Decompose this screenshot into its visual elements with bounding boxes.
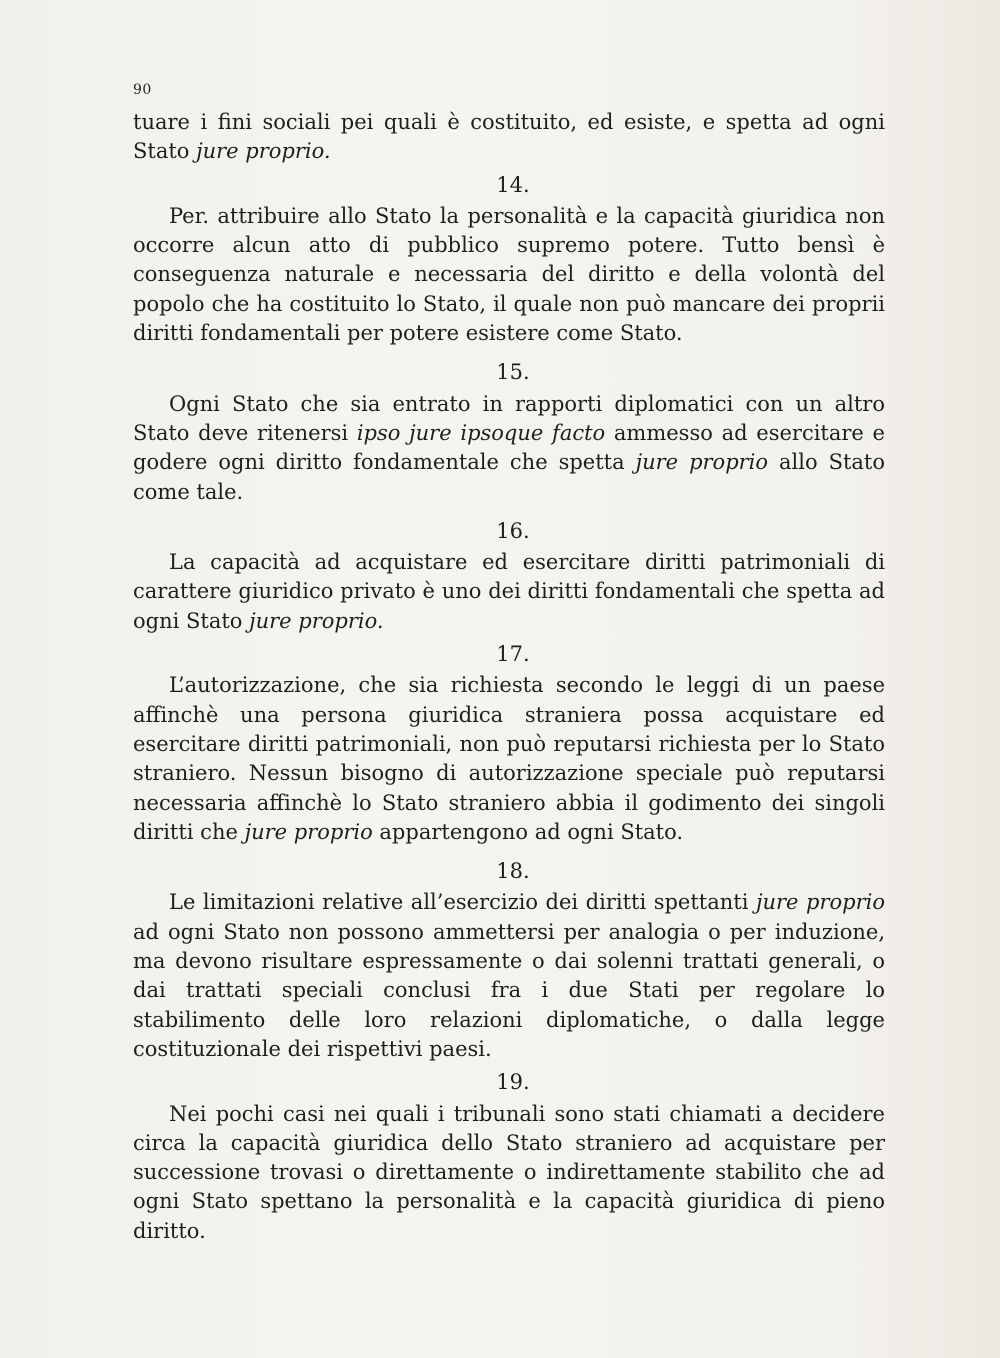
section-18-italic: jure proprio [755, 890, 885, 915]
body-text [133, 108, 885, 1246]
section-18-text-2: ad ogni Stato non possono ammettersi per analogia o per induzione, ma devono risultare espressamente o dai solenni trattati generali, o dai trattati speciali conclusi fra i due Stati per regolare lo stabilimento delle loro relazioni diplomatiche, o dalla legge costituzionale dei rispettivi paesi. [133, 919, 885, 1061]
section-17-paragraph [133, 671, 885, 847]
section-15-text-3: allo Stato come tale. [133, 450, 885, 504]
page-number: 90 [133, 82, 152, 98]
section-17-text-1: L’autorizzazione, che sia richiesta secondo le leggi di un paese affinchè una persona giuridica straniera possa acquistare ed esercitare diritti patrimoniali, non può reputarsi richiesta per lo Stato straniero. Nessun bisogno di autorizzazione speciale può reputarsi necessaria affinchè lo Stato straniero abbia il godimento dei singoli diritti che [133, 673, 885, 844]
section-number-19: 19. [496, 1070, 530, 1095]
section-18-text-1: Le limitazioni relative all’esercizio dei diritti spettanti [169, 890, 756, 915]
section-14-text: Per. attribuire allo Stato la personalità e la capacità giuridica non occorre alcun atto di pubblico supremo potere. Tutto bensì è conseguenza naturale e necessaria del diritto e della volontà del popolo che ha costituito lo Stato, il quale non può mancare dei proprii diritti fondamentali per potere esistere come Stato. [133, 203, 885, 346]
section-15-italic-1: ipso jure ipsoque facto [356, 420, 606, 445]
section-number-15: 15. [496, 360, 530, 385]
section-16-italic: jure proprio. [249, 608, 384, 633]
section-number-14: 14. [496, 172, 530, 197]
section-17-italic: jure proprio [244, 819, 373, 844]
section-15-italic-2: jure proprio [635, 450, 769, 475]
section-17-text-2: appartengono ad ogni Stato. [372, 819, 684, 844]
section-15-paragraph [133, 390, 885, 507]
section-18-paragraph [133, 888, 885, 1064]
section-19-paragraph [133, 1100, 885, 1246]
section-16-text: La capacità ad acquistare ed esercitare diritti patrimoniali di carattere giuridico privato è uno dei diritti fondamentali che spetta ad ogni Stato [133, 550, 885, 633]
section-19-text: Nei pochi casi nei quali i tribunali sono stati chiamati a decidere circa la capacità giuridica dello Stato straniero ad acquistare per successione trovasi o direttamente o indirettamente stabilito che ad ogni Stato spettano la personalità e la capacità giuridica di pieno diritto. [133, 1101, 885, 1243]
section-14-paragraph [133, 202, 885, 348]
intro-paragraph [133, 108, 885, 167]
section-number-18: 18. [496, 859, 530, 884]
intro-italic: jure proprio. [196, 139, 331, 164]
section-number-16: 16. [496, 518, 530, 543]
section-16-paragraph [133, 548, 885, 636]
intro-text: tuare i fini sociali pei quali è costituito, ed esiste, e spetta ad ogni Stato [133, 110, 885, 164]
section-15-text-2: ammesso ad esercitare e godere ogni diritto fondamentale che spetta [133, 420, 885, 475]
section-number-17: 17. [496, 642, 530, 667]
section-15-text-1: Ogni Stato che sia entrato in rapporti diplomatici con un altro Stato deve ritenersi [133, 391, 885, 445]
